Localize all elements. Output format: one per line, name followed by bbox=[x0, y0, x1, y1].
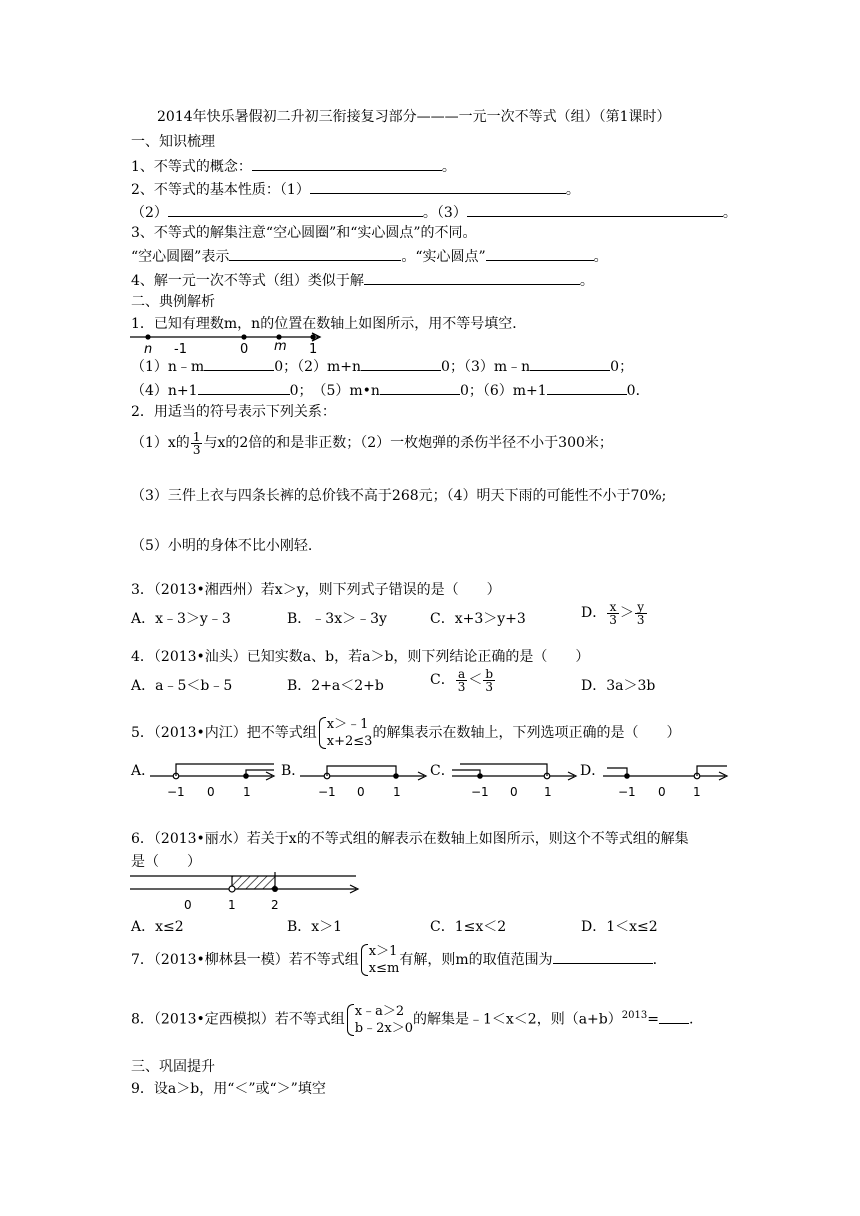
inequality-line: x≤m bbox=[368, 961, 400, 976]
question-5 bbox=[131, 715, 680, 751]
option-b: B．2+a＜2+b bbox=[287, 678, 384, 694]
blank bbox=[361, 356, 441, 371]
inequality-line: x+2≤3 bbox=[326, 734, 373, 749]
q1-part: （1）n﹣m bbox=[131, 359, 205, 375]
section-heading-consolidation: 三、巩固提升 bbox=[131, 1059, 215, 1075]
q5-option-a-numberline bbox=[150, 760, 280, 800]
period: 。 bbox=[579, 273, 594, 289]
denominator: 3 bbox=[457, 679, 466, 694]
item-text: “空心圆圈”表示 bbox=[131, 249, 230, 265]
question-2: 2．用适当的符号表示下列关系： bbox=[131, 404, 336, 420]
fraction bbox=[456, 668, 468, 693]
fraction-one-third bbox=[191, 431, 203, 456]
knowledge-item-1 bbox=[131, 156, 456, 176]
axis-label: −1 bbox=[167, 785, 185, 799]
numerator: b bbox=[485, 666, 494, 681]
fraction bbox=[635, 601, 647, 626]
label-neg1: -1 bbox=[174, 342, 187, 357]
inequality-line: x＞1 bbox=[368, 944, 398, 959]
question-6-cont: 是（ ） bbox=[131, 854, 201, 870]
blank bbox=[380, 380, 460, 395]
numerator: x bbox=[607, 601, 619, 614]
q2-item-5: （5）小明的身体不比小刚轻. bbox=[131, 538, 313, 554]
q8-text: . bbox=[688, 1011, 694, 1028]
axis-label: 1 bbox=[393, 785, 401, 799]
q8-text: = bbox=[647, 1011, 659, 1028]
question-8 bbox=[131, 998, 693, 1038]
option-c: C．1≤x＜2 bbox=[430, 919, 507, 935]
question-3: 3．（2013•湘西州）若x＞y，则下列式子错误的是（ ） bbox=[131, 582, 501, 598]
q2-text: 与x的2倍的和是非正数；（2）一枚炮弹的杀伤半径不小于300米； bbox=[203, 435, 613, 451]
item-text: 。“实心圆点” bbox=[401, 249, 486, 265]
axis-label: 1 bbox=[544, 785, 552, 799]
section-heading-knowledge: 一、知识梳理 bbox=[131, 134, 215, 150]
axis-label: 2 bbox=[271, 898, 279, 912]
inequality-line: b﹣2x＞0 bbox=[354, 1020, 413, 1036]
item-text: 2、不等式的基本性质：（1） bbox=[131, 182, 310, 198]
operator: ＜ bbox=[468, 672, 483, 688]
period: 。 bbox=[593, 249, 608, 265]
axis-label: 0 bbox=[510, 785, 518, 799]
option-c bbox=[430, 665, 496, 695]
q2-item-3: （3）三件上衣与四条长裤的总价钱不高于268元；（4）明天下雨的可能性不小于70%; bbox=[131, 488, 667, 504]
period: 。 bbox=[422, 205, 437, 221]
axis-label: 1 bbox=[243, 785, 251, 799]
knowledge-item-3-cont bbox=[131, 246, 608, 266]
option-a: A．x≤2 bbox=[131, 919, 184, 935]
blank bbox=[310, 179, 566, 194]
blank bbox=[229, 246, 401, 261]
option-letter: D． bbox=[581, 605, 607, 621]
label-1: 1 bbox=[309, 342, 318, 357]
inequality-system bbox=[345, 1003, 413, 1037]
item-text: 1、不等式的概念： bbox=[131, 159, 252, 175]
q5-option-a-letter: A． bbox=[131, 763, 156, 779]
fraction bbox=[483, 668, 495, 693]
q1-part: （4）n+1 bbox=[131, 383, 198, 399]
q5-option-b-letter: B． bbox=[281, 763, 306, 779]
q5-option-b-numberline bbox=[300, 760, 430, 800]
denominator: 3 bbox=[636, 612, 645, 627]
axis-label: −1 bbox=[318, 785, 336, 799]
q7-text: . bbox=[652, 952, 658, 968]
period: 。 bbox=[722, 205, 737, 221]
question-6: 6．（2013•丽水）若关于x的不等式组的解表示在数轴上如图所示，则这个不等式组的解集 bbox=[131, 831, 689, 847]
blank bbox=[547, 380, 627, 395]
q5-option-d-letter: D． bbox=[580, 763, 606, 779]
blank bbox=[198, 380, 290, 395]
option-a: A．a﹣5＜b﹣5 bbox=[131, 678, 233, 694]
q7-text: 有解，则m的取值范围为 bbox=[399, 952, 553, 968]
q5-option-c-numberline bbox=[452, 760, 582, 800]
q1-part: 0；（2）m+n bbox=[274, 359, 362, 375]
q5-text: 的解集表示在数轴上，下列选项正确的是（ ） bbox=[372, 725, 681, 741]
page-title: 2014年快乐暑假初二升初三衔接复习部分———一元一次不等式（组）（第1课时） bbox=[157, 109, 671, 125]
blank bbox=[467, 202, 723, 217]
denominator: 3 bbox=[192, 442, 201, 457]
numerator: y bbox=[635, 601, 647, 614]
axis-label: −1 bbox=[471, 785, 489, 799]
option-letter: C． bbox=[430, 672, 455, 688]
axis-label: 0 bbox=[357, 785, 365, 799]
numerator: 1 bbox=[192, 429, 201, 444]
q5-option-d-numberline bbox=[603, 760, 733, 800]
item-text: （2） bbox=[131, 205, 168, 221]
label-m: m bbox=[274, 339, 287, 354]
q1-part: 0；（3）m﹣n bbox=[441, 359, 531, 375]
denominator: 3 bbox=[609, 612, 617, 627]
label-0: 0 bbox=[240, 342, 249, 357]
inequality-system bbox=[317, 716, 373, 750]
blank bbox=[168, 202, 423, 217]
q5-text: 5．（2013•内江）把不等式组 bbox=[131, 725, 317, 741]
item-text: （3） bbox=[436, 205, 467, 221]
section-heading-examples: 二、典例解析 bbox=[131, 294, 215, 310]
question-4: 4．（2013•汕头）已知实数a、b，若a＞b，则下列结论正确的是（ ） bbox=[131, 649, 590, 665]
q1-row-1 bbox=[131, 356, 633, 376]
q1-part: 0； （5）m•n bbox=[289, 383, 380, 399]
exponent: 2013 bbox=[621, 1010, 648, 1021]
item-text: 4、解一元一次不等式（组）类似于解 bbox=[131, 273, 364, 289]
blank bbox=[486, 246, 594, 261]
q2-item-1 bbox=[131, 428, 613, 458]
option-d bbox=[581, 598, 648, 628]
question-9: 9．设a＞b，用“＜”或“＞”填空 bbox=[131, 1081, 326, 1097]
question-1: 1．已知有理数m，n的位置在数轴上如图所示，用不等号填空． bbox=[131, 316, 527, 332]
option-b: B．﹣3x＞﹣3y bbox=[287, 611, 387, 627]
blank bbox=[659, 1009, 689, 1024]
knowledge-item-4 bbox=[131, 270, 594, 290]
blank bbox=[204, 356, 274, 371]
period: 。 bbox=[565, 182, 580, 198]
label-n: n bbox=[144, 342, 153, 357]
fraction bbox=[607, 601, 619, 626]
option-b: B．x＞1 bbox=[287, 919, 343, 935]
blank bbox=[364, 270, 580, 285]
axis-label: 0 bbox=[658, 785, 666, 799]
axis-label: −1 bbox=[618, 785, 636, 799]
axis-label: 0 bbox=[207, 785, 215, 799]
knowledge-item-2-cont bbox=[131, 202, 737, 222]
q7-text: 7．（2013•柳林县一模）若不等式组 bbox=[131, 952, 359, 968]
period: 。 bbox=[441, 159, 456, 175]
inequality-line: x﹣a＞2 bbox=[354, 1003, 405, 1019]
q8-text: 的解集是﹣1＜x＜2，则（a+b） bbox=[413, 1011, 622, 1028]
denominator: 3 bbox=[485, 679, 494, 694]
q8-text: 8．（2013•定西模拟）若不等式组 bbox=[131, 1011, 345, 1028]
q1-part: 0；（6）m+1 bbox=[459, 383, 547, 399]
blank bbox=[252, 156, 442, 171]
option-a: A．x﹣3＞y﹣3 bbox=[131, 611, 231, 627]
numerator: a bbox=[456, 668, 468, 681]
q1-part: 0； bbox=[610, 359, 634, 375]
q6-number-line bbox=[128, 862, 360, 914]
blank bbox=[530, 356, 610, 371]
option-c: C．x+3＞y+3 bbox=[430, 611, 526, 627]
q1-row-2 bbox=[131, 380, 650, 400]
q2-text: （1）x的 bbox=[131, 435, 190, 451]
option-d: D．3a＞3b bbox=[581, 678, 656, 694]
operator: ＞ bbox=[619, 605, 634, 621]
inequality-line: x＞﹣1 bbox=[326, 717, 369, 732]
question-7 bbox=[131, 942, 657, 978]
q5-option-c-letter: C． bbox=[430, 763, 455, 779]
blank bbox=[553, 949, 653, 964]
knowledge-item-3: 3、不等式的解集注意“空心圆圈”和“实心圆点”的不同。 bbox=[131, 225, 477, 241]
option-d: D．1＜x≤2 bbox=[581, 919, 658, 935]
axis-label: 1 bbox=[228, 898, 236, 912]
knowledge-item-2 bbox=[131, 179, 580, 199]
axis-label: 1 bbox=[693, 785, 701, 799]
q1-part: 0． bbox=[626, 383, 650, 399]
inequality-system bbox=[359, 943, 400, 977]
axis-label: 0 bbox=[184, 898, 192, 912]
